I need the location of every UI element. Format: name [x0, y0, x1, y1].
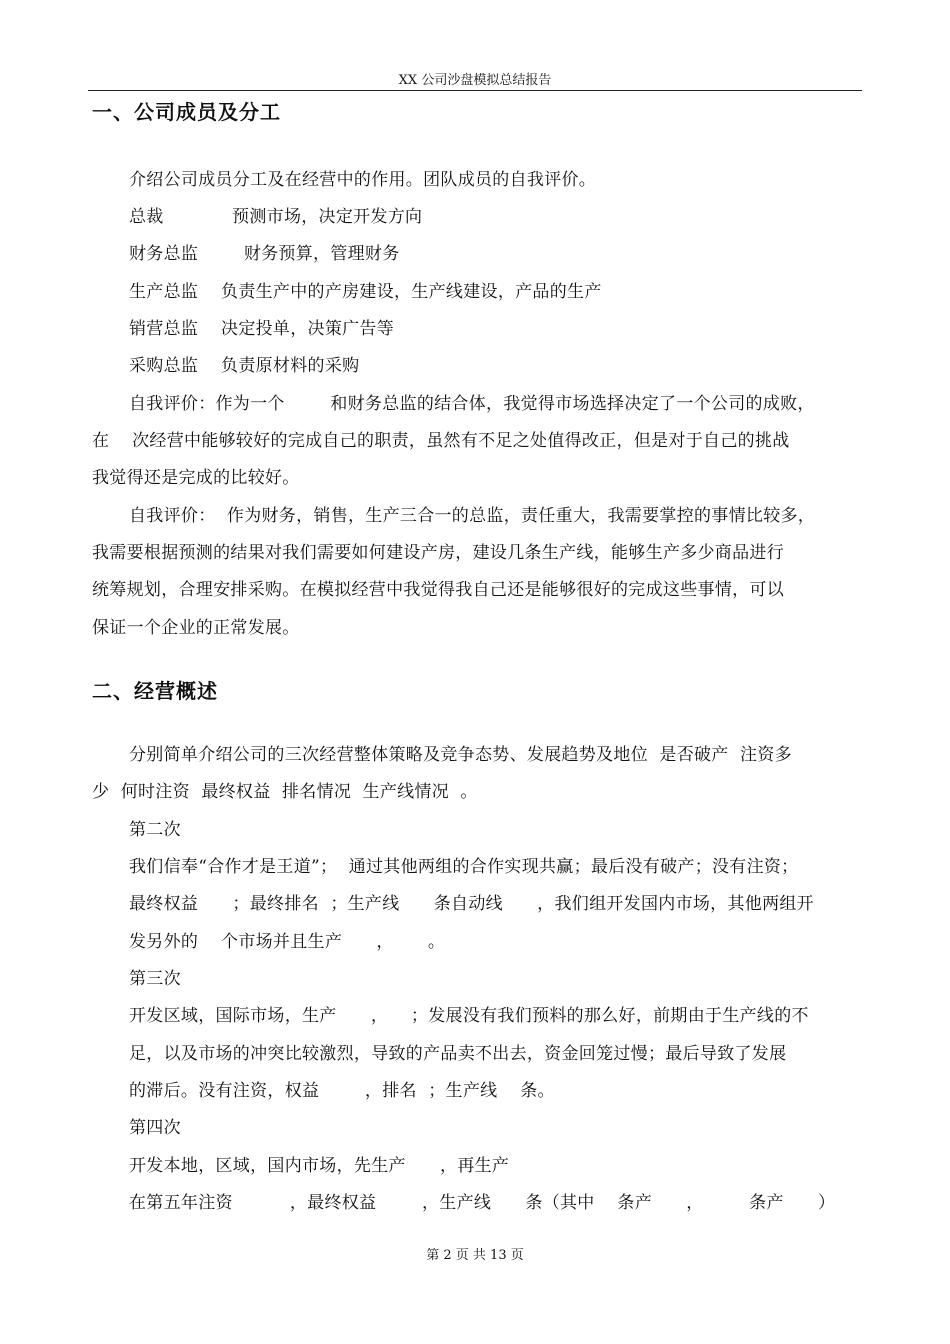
paragraph-line: 自我评价： 作为财务，销售，生产三合一的总监，责任重大，我需要掌控的事情比较多，: [129, 506, 816, 526]
paragraph-line: 统筹规划，合理安排采购。在模拟经营中我觉得我自己还是能够很好的完成这些事情，可以: [92, 580, 784, 600]
paragraph-line: 第四次: [129, 1118, 181, 1138]
page-header: XX 公司沙盘模拟总结报告: [88, 72, 862, 91]
paragraph-line: 保证一个企业的正常发展。: [92, 618, 300, 638]
paragraph-line: 销营总监 决定投单，决策广告等: [129, 319, 395, 339]
paragraph-line: 生产总监 负责生产中的产房建设，生产线建设，产品的生产: [129, 282, 602, 302]
paragraph-line: 开发区域，国际市场，生产 ， ；发展没有我们预料的那么好，前期由于生产线的不: [129, 1006, 809, 1026]
paragraph-line: 最终权益 ；最终排名 ；生产线 条自动线 ，我们组开发国内市场，其他两组开: [129, 894, 814, 914]
paragraph-line: 的滞后。没有注资，权益 ，排名 ；生产线 条。: [129, 1081, 555, 1101]
paragraph-line: 自我评价：作为一个 和财务总监的结合体，我觉得市场选择决定了一个公司的成败，: [129, 394, 815, 414]
paragraph-line: 我需要根据预测的结果对我们需要如何建设产房，建设几条生产线，能够生产多少商品进行: [92, 543, 784, 563]
paragraph-line: 介绍公司成员分工及在经营中的作用。团队成员的自我评价。: [129, 170, 597, 190]
paragraph-line: 采购总监 负责原材料的采购: [129, 356, 360, 376]
paragraph-line: 发另外的 个市场并且生产 ， 。: [129, 932, 446, 952]
paragraph-line: 分别简单介绍公司的三次经营整体策略及竞争态势、发展趋势及地位 是否破产 注资多: [129, 745, 792, 765]
paragraph-line: 总裁 预测市场，决定开发方向: [129, 207, 423, 227]
paragraph-line: 少 何时注资 最终权益 排名情况 生产线情况 。: [92, 782, 478, 802]
paragraph-line: 开发本地，区域，国内市场，先生产 ，再生产: [129, 1156, 510, 1176]
section-heading-overview: 二、经营概述: [92, 679, 218, 703]
section-heading-members: 一、公司成员及分工: [92, 100, 281, 124]
paragraph-line: 在 次经营中能够较好的完成自己的职责，虽然有不足之处值得改正，但是对于自己的挑战: [92, 431, 790, 451]
paragraph-line: 第二次: [129, 820, 181, 840]
paragraph-line: 在第五年注资 ，最终权益 ，生产线 条（其中 条产 ， 条产 ）: [129, 1193, 836, 1213]
paragraph-line: 我们信奉“合作才是王道”； 通过其他两组的合作实现共赢；最后没有破产；没有注资；: [129, 857, 799, 877]
paragraph-line: 第三次: [129, 969, 181, 989]
page-number: 第 2 页 共 13 页: [426, 1248, 524, 1263]
paragraph-line: 财务总监 财务预算，管理财务: [129, 244, 400, 264]
paragraph-line: 我觉得还是完成的比较好。: [92, 468, 300, 488]
paragraph-line: 足，以及市场的冲突比较激烈，导致的产品卖不出去，资金回笼过慢；最后导致了发展: [129, 1044, 787, 1064]
